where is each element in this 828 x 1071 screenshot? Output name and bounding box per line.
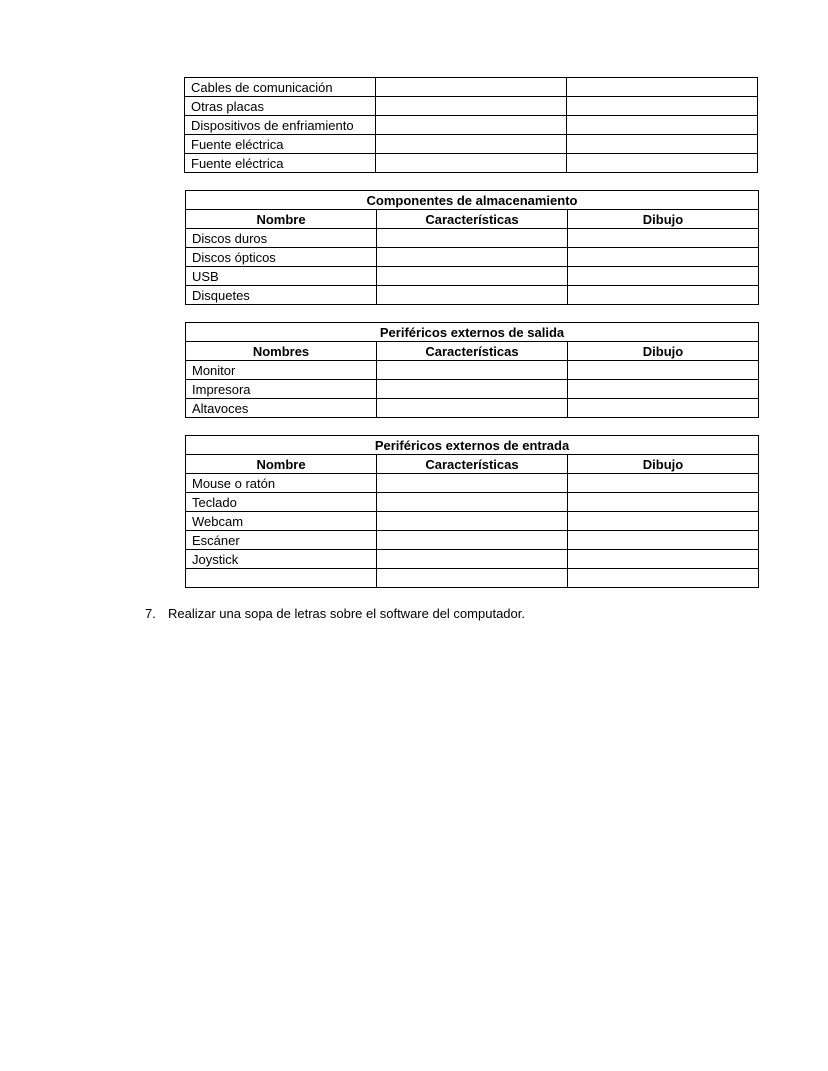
drawing-cell[interactable] xyxy=(568,399,759,418)
row-name-cell: USB xyxy=(186,267,377,286)
table-row xyxy=(185,97,758,116)
row-name-cell: Escáner xyxy=(186,531,377,550)
table-row xyxy=(186,474,759,493)
drawing-cell[interactable] xyxy=(568,229,759,248)
table-header-row xyxy=(186,210,759,229)
drawing-cell[interactable] xyxy=(567,154,758,173)
row-name-cell: Webcam xyxy=(186,512,377,531)
table-row xyxy=(186,361,759,380)
characteristics-cell[interactable] xyxy=(377,550,568,569)
drawing-cell[interactable] xyxy=(568,286,759,305)
characteristics-cell[interactable] xyxy=(377,512,568,531)
drawing-cell[interactable] xyxy=(568,569,759,588)
drawing-cell[interactable] xyxy=(568,474,759,493)
table-row xyxy=(186,267,759,286)
drawing-cell[interactable] xyxy=(568,550,759,569)
row-name-cell[interactable] xyxy=(186,569,377,588)
table-row xyxy=(185,78,758,97)
table-row xyxy=(186,550,759,569)
row-name-cell: Fuente eléctrica xyxy=(185,154,376,173)
drawing-cell[interactable] xyxy=(567,97,758,116)
table-title-row xyxy=(186,191,759,210)
table-row xyxy=(185,154,758,173)
table-title: Periféricos externos de entrada xyxy=(186,436,759,455)
column-header-drawing: Dibujo xyxy=(568,342,759,361)
column-header-characteristics: Características xyxy=(377,455,568,474)
characteristics-cell[interactable] xyxy=(377,229,568,248)
row-name-cell: Altavoces xyxy=(186,399,377,418)
column-header-characteristics: Características xyxy=(377,210,568,229)
characteristics-cell[interactable] xyxy=(377,474,568,493)
table-row xyxy=(185,116,758,135)
row-name-cell: Discos duros xyxy=(186,229,377,248)
table-row xyxy=(186,229,759,248)
drawing-cell[interactable] xyxy=(568,267,759,286)
drawing-cell[interactable] xyxy=(567,135,758,154)
table-title-row xyxy=(186,323,759,342)
table-row xyxy=(185,135,758,154)
row-name-cell: Impresora xyxy=(186,380,377,399)
table-title-row xyxy=(186,436,759,455)
characteristics-cell[interactable] xyxy=(377,286,568,305)
characteristics-cell[interactable] xyxy=(377,531,568,550)
characteristics-cell[interactable] xyxy=(377,569,568,588)
drawing-cell[interactable] xyxy=(567,116,758,135)
row-name-cell: Teclado xyxy=(186,493,377,512)
task-7 xyxy=(145,605,525,623)
row-name-cell: Discos ópticos xyxy=(186,248,377,267)
table-header-row xyxy=(186,455,759,474)
input-peripherals-table xyxy=(185,435,759,588)
row-name-cell: Fuente eléctrica xyxy=(185,135,376,154)
row-name-cell: Joystick xyxy=(186,550,377,569)
table-header-row xyxy=(186,342,759,361)
table-row xyxy=(186,286,759,305)
row-name-cell: Cables de comunicación xyxy=(185,78,376,97)
row-name-cell: Monitor xyxy=(186,361,377,380)
column-header-characteristics: Características xyxy=(377,342,568,361)
drawing-cell[interactable] xyxy=(568,531,759,550)
characteristics-cell[interactable] xyxy=(377,399,568,418)
table-row xyxy=(186,248,759,267)
storage-components-table xyxy=(185,190,759,305)
characteristics-cell[interactable] xyxy=(376,116,567,135)
drawing-cell[interactable] xyxy=(568,248,759,267)
characteristics-cell[interactable] xyxy=(376,78,567,97)
table-row xyxy=(186,380,759,399)
table-row xyxy=(186,512,759,531)
column-header-drawing: Dibujo xyxy=(568,455,759,474)
task-text: Realizar una sopa de letras sobre el software del computador. xyxy=(168,606,525,621)
output-peripherals-table xyxy=(185,322,759,418)
drawing-cell[interactable] xyxy=(568,493,759,512)
characteristics-cell[interactable] xyxy=(377,248,568,267)
characteristics-cell[interactable] xyxy=(376,97,567,116)
table-row xyxy=(186,569,759,588)
characteristics-cell[interactable] xyxy=(377,493,568,512)
drawing-cell[interactable] xyxy=(567,78,758,97)
characteristics-cell[interactable] xyxy=(377,361,568,380)
characteristics-cell[interactable] xyxy=(377,267,568,286)
drawing-cell[interactable] xyxy=(568,361,759,380)
column-header-name: Nombre xyxy=(186,210,377,229)
task-number: 7. xyxy=(145,606,156,621)
table-title: Periféricos externos de salida xyxy=(186,323,759,342)
drawing-cell[interactable] xyxy=(568,380,759,399)
row-name-cell: Otras placas xyxy=(185,97,376,116)
row-name-cell: Disquetes xyxy=(186,286,377,305)
table-title: Componentes de almacenamiento xyxy=(186,191,759,210)
table-row xyxy=(186,493,759,512)
internal-components-table xyxy=(184,77,758,173)
column-header-drawing: Dibujo xyxy=(568,210,759,229)
column-header-name: Nombres xyxy=(186,342,377,361)
row-name-cell: Mouse o ratón xyxy=(186,474,377,493)
row-name-cell: Dispositivos de enfriamiento xyxy=(185,116,376,135)
drawing-cell[interactable] xyxy=(568,512,759,531)
column-header-name: Nombre xyxy=(186,455,377,474)
characteristics-cell[interactable] xyxy=(376,135,567,154)
characteristics-cell[interactable] xyxy=(377,380,568,399)
table-row xyxy=(186,531,759,550)
table-row xyxy=(186,399,759,418)
characteristics-cell[interactable] xyxy=(376,154,567,173)
